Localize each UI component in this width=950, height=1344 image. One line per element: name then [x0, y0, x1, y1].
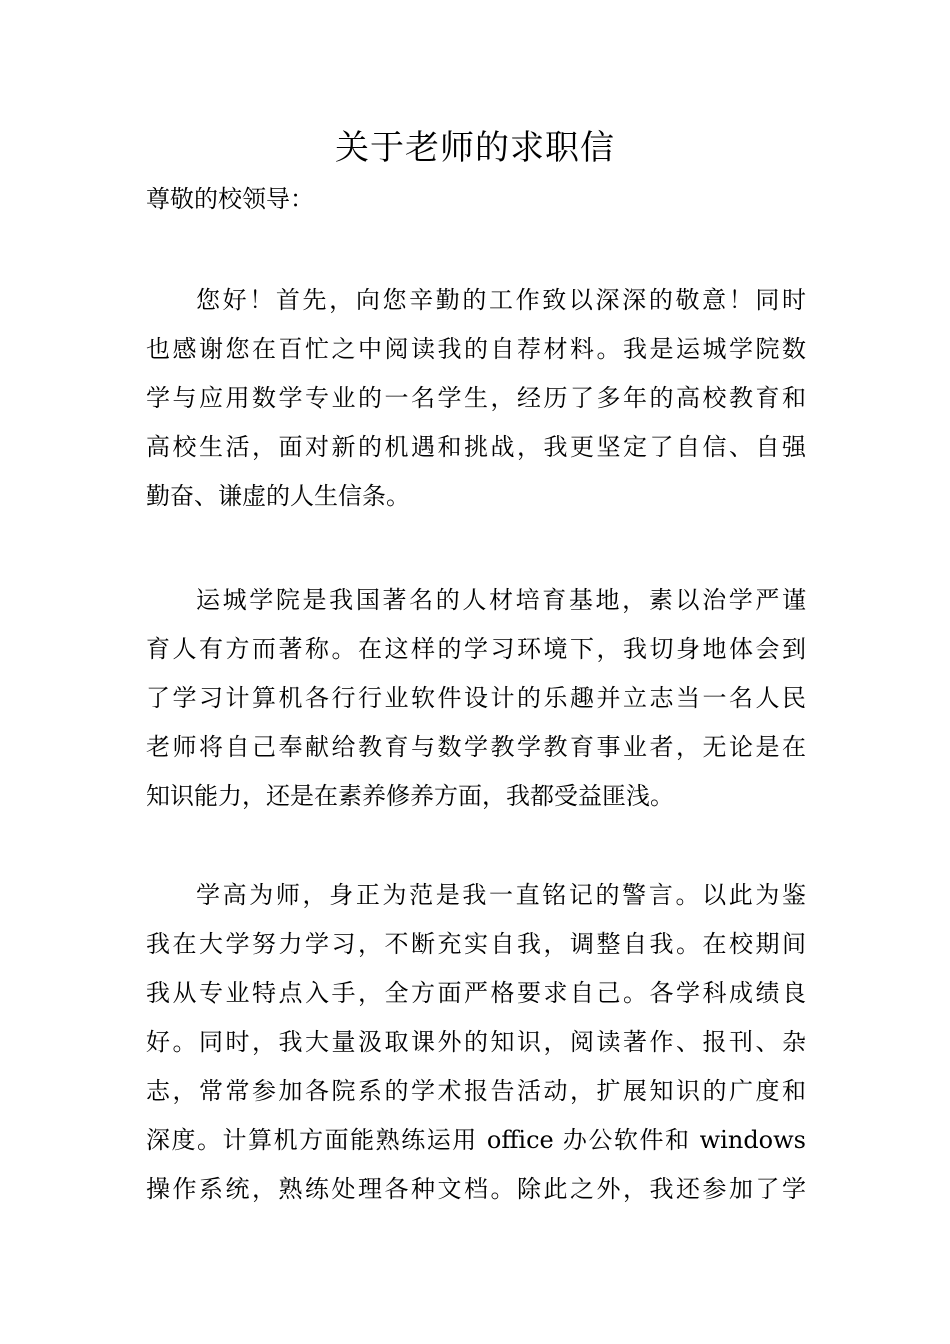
salutation: 尊敬的校领导：	[146, 185, 314, 213]
paragraph-line: 知识能力，还是在素养修养方面，我都受益匪浅。	[146, 782, 674, 810]
paragraph-3	[146, 871, 806, 1214]
paragraph-line: 操作系统，熟练处理各种文档。除此之外，我还参加了学	[146, 1175, 806, 1203]
paragraph-line: 勤奋、谦虚的人生信条。	[146, 482, 410, 510]
paragraph-1	[146, 276, 806, 521]
paragraph-line: 学与应用数学专业的一名学生，经历了多年的高校教育和	[146, 384, 806, 412]
paragraph-line: 您好！首先，向您辛勤的工作致以深深的敬意！同时	[196, 286, 806, 314]
paragraph-line: 学高为师，身正为范是我一直铭记的警言。以此为鉴	[196, 881, 806, 909]
paragraph-line: 志，常常参加各院系的学术报告活动，扩展知识的广度和	[146, 1077, 806, 1105]
paragraph-line: 高校生活，面对新的机遇和挑战，我更坚定了自信、自强	[146, 433, 806, 461]
paragraph-2	[146, 576, 806, 821]
paragraph-line: 老师将自己奉献给教育与数学教学教育事业者，无论是在	[146, 733, 806, 761]
paragraph-line: 了学习计算机各行行业软件设计的乐趣并立志当一名人民	[146, 684, 806, 712]
document-title: 关于老师的求职信	[335, 128, 615, 168]
paragraph-line: 深度。计算机方面能熟练运用 office 办公软件和 windows	[146, 1126, 806, 1154]
paragraph-line: 好。同时，我大量汲取课外的知识，阅读著作、报刊、杂	[146, 1028, 806, 1056]
paragraph-line: 我从专业特点入手，全方面严格要求自己。各学科成绩良	[146, 979, 806, 1007]
paragraph-line: 运城学院是我国著名的人材培育基地，素以治学严谨	[196, 586, 806, 614]
paragraph-line: 也感谢您在百忙之中阅读我的自荐材料。我是运城学院数	[146, 335, 806, 363]
paragraph-line: 育人有方而著称。在这样的学习环境下，我切身地体会到	[146, 635, 806, 663]
paragraph-line: 我在大学努力学习，不断充实自我，调整自我。在校期间	[146, 930, 806, 958]
